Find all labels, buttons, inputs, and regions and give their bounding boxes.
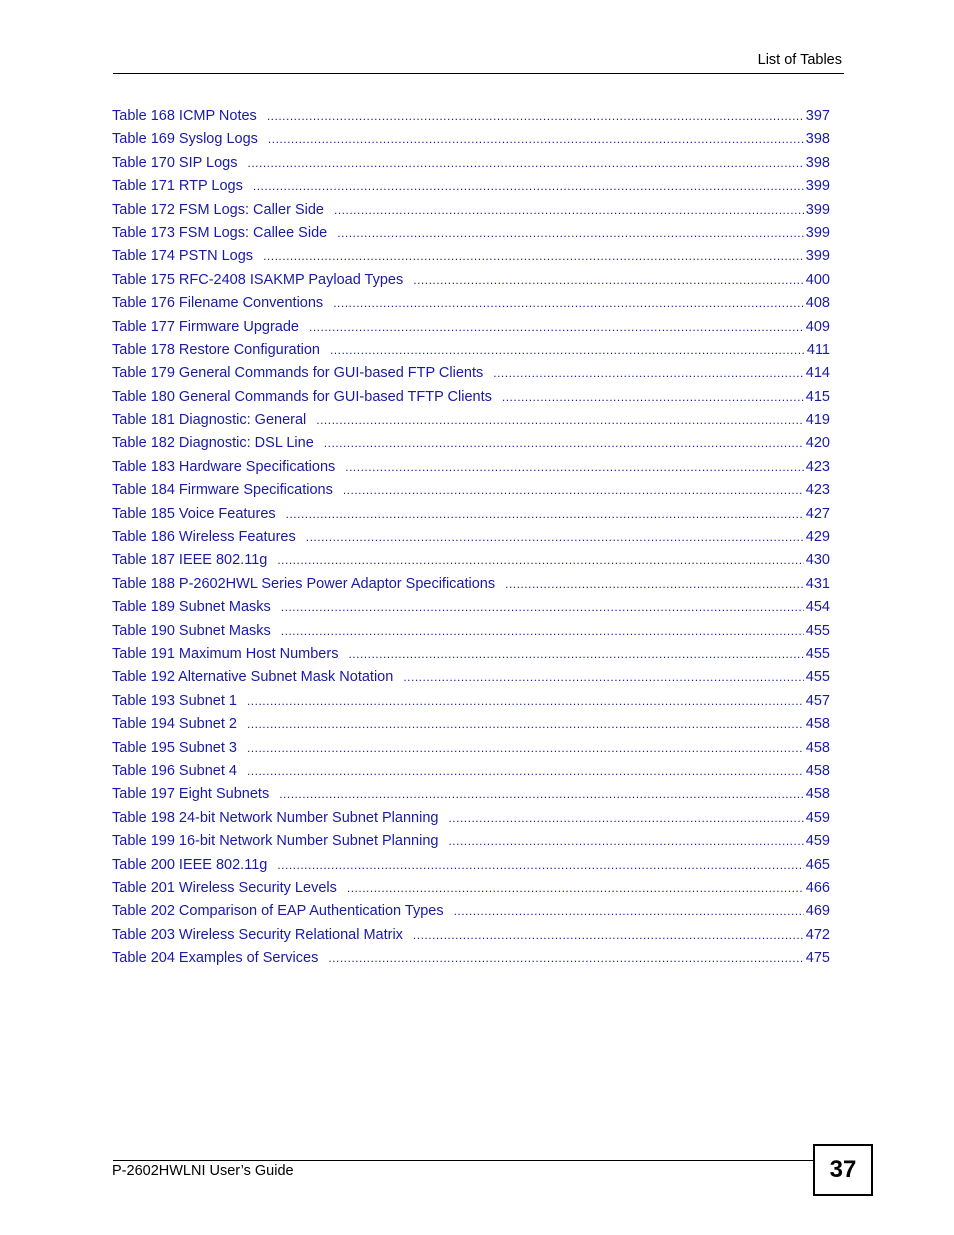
toc-entry-page-number: 457 xyxy=(805,692,830,709)
toc-entry-link[interactable] xyxy=(112,667,830,690)
toc-entry-label: Table 189 Subnet Masks xyxy=(112,599,271,616)
toc-entry-link[interactable] xyxy=(112,480,830,503)
toc-entry-link[interactable] xyxy=(112,410,830,433)
header-divider xyxy=(113,73,844,74)
toc-entry-label: Table 173 FSM Logs: Callee Side xyxy=(112,224,328,241)
list-of-tables xyxy=(112,106,830,971)
toc-entry-link[interactable] xyxy=(112,387,830,410)
toc-entry-page-number: 399 xyxy=(805,224,830,241)
toc-entry-link[interactable] xyxy=(112,691,830,714)
dot-leader xyxy=(348,644,803,664)
toc-entry-label: Table 204 Examples of Services xyxy=(112,950,319,967)
dot-leader xyxy=(277,550,803,570)
dot-leader xyxy=(306,527,804,547)
toc-entry-page-number: 399 xyxy=(805,248,830,265)
toc-entry-page-number: 455 xyxy=(805,669,830,686)
dot-leader xyxy=(279,784,804,804)
toc-entry-link[interactable] xyxy=(112,855,830,878)
page-number: 37 xyxy=(829,1156,857,1183)
toc-entry-label: Table 197 Eight Subnets xyxy=(112,786,270,803)
dot-leader xyxy=(247,714,804,734)
dot-leader xyxy=(347,878,804,898)
dot-leader xyxy=(253,176,804,196)
toc-entry-label: Table 183 Hardware Specifications xyxy=(112,458,336,475)
toc-entry-page-number: 408 xyxy=(805,295,830,312)
toc-entry-link[interactable] xyxy=(112,200,830,223)
toc-entry-link[interactable] xyxy=(112,878,830,901)
toc-entry-page-number: 398 xyxy=(805,131,830,148)
dot-leader xyxy=(247,738,804,758)
dot-leader xyxy=(413,925,804,945)
toc-entry-link[interactable] xyxy=(112,574,830,597)
toc-entry-page-number: 475 xyxy=(805,950,830,967)
dot-leader xyxy=(309,317,804,337)
toc-entry-page-number: 431 xyxy=(805,575,830,592)
toc-entry-page-number: 427 xyxy=(805,505,830,522)
dot-leader xyxy=(248,153,804,173)
toc-entry-page-number: 399 xyxy=(805,178,830,195)
toc-entry-label: Table 179 General Commands for GUI-based FTP Clients xyxy=(112,365,484,382)
dot-leader xyxy=(413,270,804,290)
toc-entry-label: Table 171 RTP Logs xyxy=(112,178,243,195)
dot-leader xyxy=(281,597,804,617)
toc-entry-label: Table 177 Firmware Upgrade xyxy=(112,318,299,335)
dot-leader xyxy=(454,901,804,921)
toc-entry-link[interactable] xyxy=(112,761,830,784)
dot-leader xyxy=(268,129,804,149)
toc-entry-page-number: 398 xyxy=(805,154,830,171)
toc-entry-label: Table 182 Diagnostic: DSL Line xyxy=(112,435,314,452)
toc-entry-label: Table 186 Wireless Features xyxy=(112,529,296,546)
toc-entry-page-number: 430 xyxy=(805,552,830,569)
toc-entry-link[interactable] xyxy=(112,714,830,737)
dot-leader xyxy=(330,340,805,360)
toc-entry-page-number: 472 xyxy=(805,926,830,943)
running-header-title: List of Tables xyxy=(757,52,842,68)
toc-entry-page-number: 465 xyxy=(805,856,830,873)
dot-leader xyxy=(343,480,804,500)
dot-leader xyxy=(345,457,804,477)
toc-entry-label: Table 201 Wireless Security Levels xyxy=(112,879,337,896)
toc-entry-label: Table 191 Maximum Host Numbers xyxy=(112,645,339,662)
toc-entry-link[interactable] xyxy=(112,527,830,550)
toc-entry-link[interactable] xyxy=(112,808,830,831)
toc-entry-label: Table 202 Comparison of EAP Authentication Types xyxy=(112,903,444,920)
toc-entry-link[interactable] xyxy=(112,550,830,573)
toc-entry-label: Table 198 24-bit Network Number Subnet Planning xyxy=(112,809,439,826)
toc-entry-link[interactable] xyxy=(112,433,830,456)
toc-entry-label: Table 192 Alternative Subnet Mask Notation xyxy=(112,669,394,686)
toc-entry-label: Table 199 16-bit Network Number Subnet Planning xyxy=(112,833,439,850)
dot-leader xyxy=(448,831,803,851)
toc-entry-page-number: 423 xyxy=(805,482,830,499)
toc-entry-page-number: 414 xyxy=(805,365,830,382)
dot-leader xyxy=(328,948,803,968)
dot-leader xyxy=(324,433,804,453)
toc-entry-label: Table 184 Firmware Specifications xyxy=(112,482,333,499)
toc-entry-page-number: 458 xyxy=(805,739,830,756)
dot-leader xyxy=(316,410,804,430)
toc-entry-page-number: 458 xyxy=(805,786,830,803)
toc-entry-page-number: 458 xyxy=(805,762,830,779)
toc-entry-page-number: 454 xyxy=(805,599,830,616)
toc-entry-link[interactable] xyxy=(112,340,830,363)
toc-entry-link[interactable] xyxy=(112,925,830,948)
dot-leader xyxy=(333,293,804,313)
toc-entry-page-number: 423 xyxy=(805,458,830,475)
toc-entry-link[interactable] xyxy=(112,270,830,293)
page-number-box xyxy=(813,1144,873,1196)
toc-entry-label: Table 195 Subnet 3 xyxy=(112,739,237,756)
toc-entry-link[interactable] xyxy=(112,644,830,667)
toc-entry-page-number: 459 xyxy=(805,809,830,826)
toc-entry-link[interactable] xyxy=(112,831,830,854)
toc-entry-link[interactable] xyxy=(112,504,830,527)
toc-entry-page-number: 455 xyxy=(805,645,830,662)
toc-entry-label: Table 178 Restore Configuration xyxy=(112,341,320,358)
toc-entry-label: Table 172 FSM Logs: Caller Side xyxy=(112,201,324,218)
toc-entry-page-number: 459 xyxy=(805,833,830,850)
toc-entry-link[interactable] xyxy=(112,223,830,246)
dot-leader xyxy=(286,504,804,524)
toc-entry-page-number: 469 xyxy=(805,903,830,920)
toc-entry-link[interactable] xyxy=(112,176,830,199)
dot-leader xyxy=(448,808,803,828)
toc-entry-page-number: 458 xyxy=(805,716,830,733)
footer-guide-title: P-2602HWLNI User’s Guide xyxy=(112,1163,294,1179)
toc-entry-link[interactable] xyxy=(112,153,830,176)
toc-entry-link[interactable] xyxy=(112,901,830,924)
dot-leader xyxy=(337,223,804,243)
toc-entry-link[interactable] xyxy=(112,784,830,807)
toc-entry-label: Table 180 General Commands for GUI-based TFTP Clients xyxy=(112,388,492,405)
toc-entry-page-number: 466 xyxy=(805,879,830,896)
dot-leader xyxy=(267,106,804,126)
toc-entry-label: Table 203 Wireless Security Relational Matrix xyxy=(112,926,403,943)
toc-entry-link[interactable] xyxy=(112,363,830,386)
toc-entry-label: Table 187 IEEE 802.11g xyxy=(112,552,268,569)
toc-entry-link[interactable] xyxy=(112,948,830,971)
dot-leader xyxy=(493,363,804,383)
toc-entry-page-number: 411 xyxy=(806,341,830,358)
toc-entry-label: Table 174 PSTN Logs xyxy=(112,248,254,265)
dot-leader xyxy=(247,761,804,781)
dot-leader xyxy=(334,200,804,220)
toc-entry-label: Table 193 Subnet 1 xyxy=(112,692,237,709)
toc-entry-label: Table 176 Filename Conventions xyxy=(112,295,324,312)
toc-entry-label: Table 185 Voice Features xyxy=(112,505,276,522)
dot-leader xyxy=(277,855,803,875)
toc-entry-link[interactable] xyxy=(112,106,830,129)
dot-leader xyxy=(502,387,804,407)
toc-entry-page-number: 419 xyxy=(805,412,830,429)
dot-leader xyxy=(505,574,804,594)
dot-leader xyxy=(403,667,803,687)
toc-entry-page-number: 429 xyxy=(805,529,830,546)
toc-entry-link[interactable] xyxy=(112,129,830,152)
toc-entry-label: Table 194 Subnet 2 xyxy=(112,716,237,733)
toc-entry-page-number: 400 xyxy=(805,271,830,288)
toc-entry-label: Table 168 ICMP Notes xyxy=(112,108,257,124)
dot-leader xyxy=(263,246,804,266)
dot-leader xyxy=(247,691,804,711)
toc-entry-page-number: 399 xyxy=(805,201,830,218)
dot-leader xyxy=(281,621,804,641)
toc-entry-label: Table 175 RFC-2408 ISAKMP Payload Types xyxy=(112,271,404,288)
toc-entry-link[interactable] xyxy=(112,597,830,620)
toc-entry-page-number: 415 xyxy=(805,388,830,405)
toc-entry-link[interactable] xyxy=(112,246,830,269)
toc-entry-label: Table 188 P-2602HWL Series Power Adaptor Specifications xyxy=(112,575,496,592)
toc-entry-link[interactable] xyxy=(112,738,830,761)
toc-entry-link[interactable] xyxy=(112,293,830,316)
toc-entry-page-number: 397 xyxy=(805,108,830,124)
toc-entry-label: Table 190 Subnet Masks xyxy=(112,622,271,639)
toc-entry-page-number: 455 xyxy=(805,622,830,639)
toc-entry-page-number: 420 xyxy=(805,435,830,452)
toc-entry-link[interactable] xyxy=(112,317,830,340)
toc-entry-label: Table 169 Syslog Logs xyxy=(112,131,258,148)
toc-entry-label: Table 181 Diagnostic: General xyxy=(112,412,307,429)
toc-entry-label: Table 200 IEEE 802.11g xyxy=(112,856,268,873)
footer-divider xyxy=(113,1160,813,1161)
toc-entry-label: Table 170 SIP Logs xyxy=(112,154,238,171)
toc-entry-label: Table 196 Subnet 4 xyxy=(112,762,237,779)
toc-entry-page-number: 409 xyxy=(805,318,830,335)
toc-entry-link[interactable] xyxy=(112,457,830,480)
toc-entry-link[interactable] xyxy=(112,621,830,644)
